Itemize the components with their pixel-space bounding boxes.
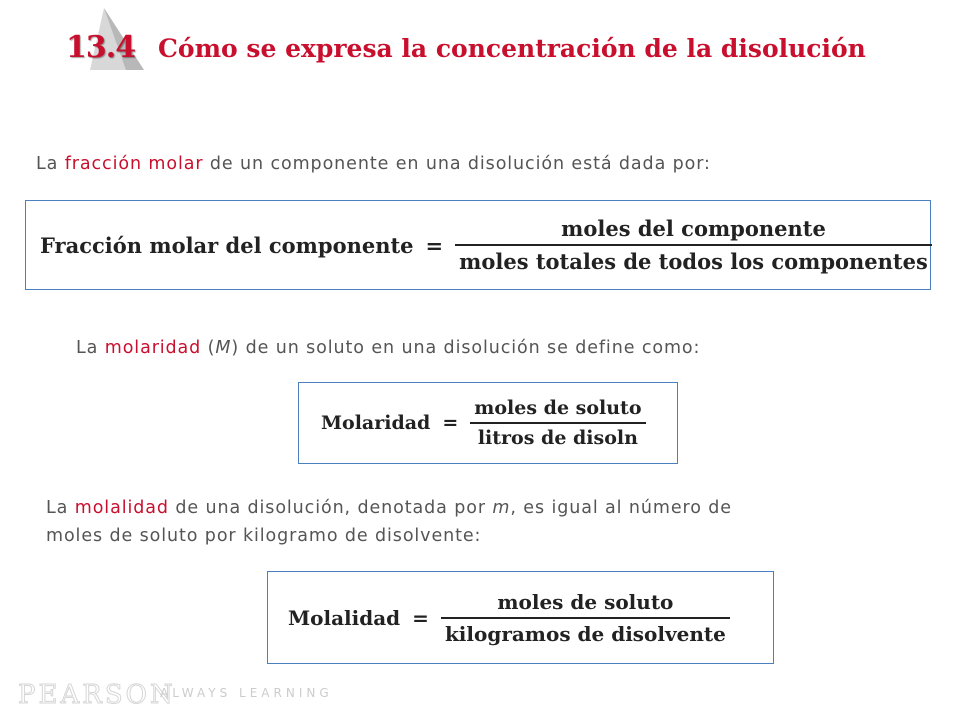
formula-denominator: moles totales de todos los componentes <box>459 249 928 274</box>
formula-lhs: Molaridad <box>321 412 431 434</box>
formula-denominator: litros de disoln <box>477 427 638 449</box>
intro-text: La <box>76 338 105 358</box>
term-mole-fraction: fracción molar <box>64 154 204 174</box>
intro-text: La <box>36 154 65 174</box>
formula-fraction <box>455 216 932 274</box>
molality-intro <box>46 494 732 522</box>
formula-lhs: Molalidad <box>288 606 401 630</box>
molality-intro-line2: moles de soluto por kilogramo de disolvente: <box>46 526 482 546</box>
formula-lhs: Fracción molar del componente <box>40 232 414 258</box>
formula-fraction <box>441 590 730 646</box>
intro-text: ( <box>201 338 216 358</box>
fraction-bar <box>441 617 730 619</box>
pearson-logo: PEARSON <box>18 680 176 710</box>
molarity-symbol: M <box>215 338 232 358</box>
formula-numerator: moles del componente <box>561 216 826 241</box>
intro-text: de una disolución, denotada por <box>168 498 493 518</box>
intro-text: , es igual al número de <box>510 498 732 518</box>
fraction-bar <box>470 422 645 424</box>
footer-tagline: ALWAYS LEARNING <box>160 686 333 700</box>
intro-text: ) de un soluto en una disolución se define como: <box>231 338 701 358</box>
molarity-formula <box>298 382 678 464</box>
section-number: 13.4 <box>66 30 136 65</box>
intro-text: de un componente en una disolución está dada por: <box>203 154 711 174</box>
intro-text: La <box>46 498 75 518</box>
molality-symbol: m <box>492 498 511 518</box>
formula-equals: = <box>412 606 429 630</box>
formula-equals: = <box>442 412 459 434</box>
term-molarity: molaridad <box>104 338 202 358</box>
molarity-intro <box>76 334 700 362</box>
formula-fraction <box>470 397 645 449</box>
page-title: Cómo se expresa la concentración de la disolución <box>158 34 866 63</box>
formula-numerator: moles de soluto <box>497 590 674 614</box>
formula-equals: = <box>425 232 444 258</box>
mole-fraction-formula <box>25 200 931 290</box>
term-molality: molalidad <box>74 498 169 518</box>
mole-fraction-intro <box>36 150 711 178</box>
fraction-bar <box>455 244 932 246</box>
molality-formula <box>267 571 774 664</box>
formula-numerator: moles de soluto <box>474 397 642 419</box>
formula-denominator: kilogramos de disolvente <box>444 622 726 646</box>
